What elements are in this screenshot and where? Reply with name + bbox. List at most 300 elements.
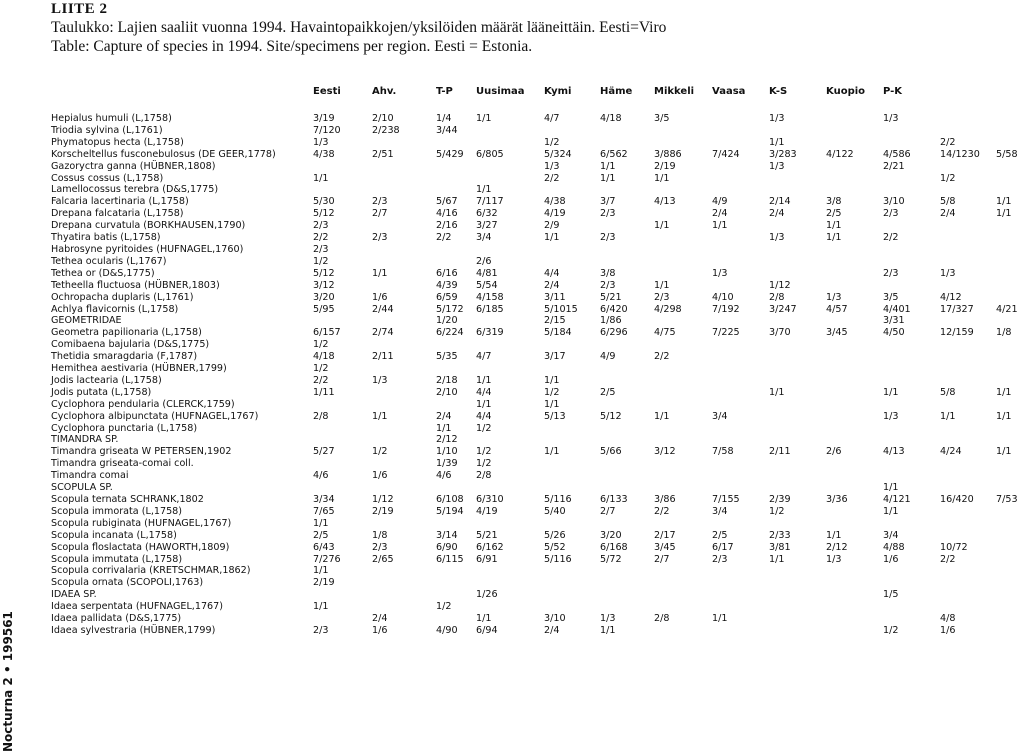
appendix-label: LIITE 2	[51, 1, 108, 17]
species-name: Thyatira batis (L,1758)	[51, 232, 161, 244]
count-cell: 2/3	[372, 232, 388, 244]
count-cell: 2/19	[372, 505, 394, 517]
count-cell: 1/2	[313, 363, 329, 375]
count-cell: 7/155	[712, 494, 740, 505]
table-row	[0, 518, 1024, 530]
table-row	[0, 494, 1024, 506]
count-cell: 5/58	[996, 148, 1018, 160]
count-cell: 2/19	[654, 160, 676, 172]
count-cell: 4/6	[436, 470, 452, 482]
count-cell: 5/194	[436, 505, 464, 517]
count-cell: 5/35	[436, 351, 458, 363]
table-row	[0, 506, 1024, 518]
species-name: Scopula immorata (L,1758)	[51, 505, 183, 517]
count-cell: 6/90	[436, 541, 458, 553]
species-name: Hemithea aestivaria (HÜBNER,1799)	[51, 363, 227, 375]
count-cell: 2/3	[600, 279, 616, 291]
page-header	[51, 0, 666, 56]
count-cell: 1/1	[712, 613, 728, 625]
count-cell: 1/2	[476, 422, 492, 434]
count-cell: 3/7	[600, 196, 616, 208]
table-row	[0, 208, 1024, 220]
species-name: Cossus cossus (L,1758)	[51, 172, 164, 184]
count-cell: 6/115	[436, 553, 464, 565]
count-cell: 5/12	[313, 208, 335, 220]
column-header: Kymi	[544, 86, 572, 97]
table-row	[0, 125, 1024, 137]
count-cell: 6/168	[600, 541, 628, 553]
count-cell: 4/19	[476, 505, 498, 517]
count-cell: 1/1	[313, 517, 329, 529]
count-cell: 6/224	[436, 327, 464, 339]
species-name: Scopula rubiginata (HUFNAGEL,1767)	[51, 517, 232, 529]
count-cell: 1/20	[436, 315, 458, 327]
count-cell: 5/95	[313, 303, 335, 315]
species-name: Drepana curvatula (BORKHAUSEN,1790)	[51, 220, 246, 232]
count-cell: 3/70	[769, 327, 791, 339]
species-name: Thetidia smaragdaria (F,1787)	[51, 351, 198, 363]
count-cell: 3/14	[436, 529, 458, 541]
count-cell: 2/3	[883, 208, 899, 220]
table-row	[0, 304, 1024, 316]
count-cell: 2/3	[654, 291, 670, 303]
count-cell: 4/13	[654, 196, 676, 208]
count-cell: 1/1	[544, 232, 560, 244]
count-cell: 2/2	[883, 232, 899, 244]
count-cell: 5/12	[600, 410, 622, 422]
count-cell: 1/1	[769, 553, 785, 565]
count-cell: 5/8	[940, 386, 956, 398]
count-cell: 2/12	[436, 434, 458, 446]
count-cell: 1/86	[600, 315, 622, 327]
count-cell: 2/19	[313, 577, 335, 589]
count-cell: 5/26	[544, 529, 566, 541]
count-cell: 2/39	[769, 494, 791, 505]
count-cell: 1/5	[883, 589, 899, 601]
count-cell: 6/94	[476, 624, 498, 636]
count-cell: 1/1	[654, 279, 670, 291]
count-cell: 4/4	[544, 267, 560, 279]
count-cell: 7/225	[712, 327, 740, 339]
count-cell: 1/2	[476, 458, 492, 470]
species-name: Cyclophora punctaria (L,1758)	[51, 422, 198, 434]
species-name: Jodis putata (L,1758)	[51, 386, 152, 398]
count-cell: 16/420	[940, 494, 974, 505]
count-cell: 4/122	[826, 148, 854, 160]
count-cell: 3/31	[883, 315, 905, 327]
count-cell: 2/16	[436, 220, 458, 232]
count-cell: 1/1	[996, 208, 1012, 220]
count-cell: 2/44	[372, 303, 394, 315]
count-cell: 2/8	[654, 613, 670, 625]
count-cell: 4/7	[544, 113, 560, 124]
count-cell: 6/310	[476, 494, 504, 505]
count-cell: 5/324	[544, 148, 572, 160]
count-cell: 4/7	[476, 351, 492, 363]
journal-name: Nocturna 2 • 1995	[1, 627, 15, 752]
count-cell: 4/12	[940, 291, 962, 303]
species-name: Hepialus humuli (L,1758)	[51, 113, 172, 124]
count-cell: 1/1	[476, 613, 492, 625]
column-header: P-K	[883, 86, 903, 97]
count-cell: 3/247	[769, 303, 797, 315]
species-name: Geometra papilionaria (L,1758)	[51, 327, 202, 339]
count-cell: 2/18	[436, 374, 458, 386]
species-name: Habrosyne pyritoides (HUFNAGEL,1760)	[51, 243, 244, 255]
count-cell: 6/133	[600, 494, 628, 505]
count-cell: 5/21	[476, 529, 498, 541]
table-row	[0, 244, 1024, 256]
species-table	[0, 113, 1024, 637]
count-cell: 3/86	[654, 494, 676, 505]
count-cell: 4/18	[600, 113, 622, 124]
count-cell: 2/4	[544, 624, 560, 636]
species-name: Lamellocossus terebra (D&S,1775)	[51, 184, 219, 196]
count-cell: 1/1	[600, 172, 616, 184]
count-cell: 1/1	[883, 482, 899, 494]
count-cell: 3/11	[544, 291, 566, 303]
column-header: Uusimaa	[476, 86, 525, 97]
count-cell: 5/30	[313, 196, 335, 208]
count-cell: 2/65	[372, 553, 394, 565]
species-name: Timandra griseata-comai coll.	[51, 458, 194, 470]
count-cell: 6/16	[436, 267, 458, 279]
species-name: SCOPULA SP.	[51, 482, 113, 494]
count-cell: 1/6	[883, 553, 899, 565]
count-cell: 6/162	[476, 541, 504, 553]
species-name: Falcaria lacertinaria (L,1758)	[51, 196, 189, 208]
count-cell: 5/184	[544, 327, 572, 339]
table-row	[0, 173, 1024, 185]
count-cell: 6/32	[476, 208, 498, 220]
count-cell: 4/4	[476, 410, 492, 422]
count-cell: 4/90	[436, 624, 458, 636]
table-row	[0, 339, 1024, 351]
count-cell: 1/1	[544, 446, 560, 458]
count-cell: 1/2	[313, 255, 329, 267]
table-row	[0, 375, 1024, 387]
count-cell: 2/2	[313, 374, 329, 386]
count-cell: 1/3	[544, 160, 560, 172]
species-name: TIMANDRA SP.	[51, 434, 119, 446]
count-cell: 1/1	[372, 410, 388, 422]
count-cell: 3/36	[826, 494, 848, 505]
count-cell: 7/276	[313, 553, 341, 565]
table-row	[0, 482, 1024, 494]
count-cell: 1/1	[654, 410, 670, 422]
count-cell: 1/11	[313, 386, 335, 398]
species-name: Tethea ocularis (L,1767)	[51, 255, 167, 267]
column-header: Eesti	[313, 86, 341, 97]
count-cell: 2/3	[712, 553, 728, 565]
count-cell: 1/1	[883, 386, 899, 398]
count-cell: 1/2	[476, 446, 492, 458]
table-row	[0, 149, 1024, 161]
count-cell: 2/3	[313, 220, 329, 232]
species-name: Scopula incanata (L,1758)	[51, 529, 177, 541]
count-cell: 1/2	[436, 601, 452, 613]
count-cell: 2/51	[372, 148, 394, 160]
count-cell: 3/10	[883, 196, 905, 208]
species-name: Tetheella fluctuosa (HÜBNER,1803)	[51, 279, 220, 291]
count-cell: 2/15	[544, 315, 566, 327]
count-cell: 1/1	[996, 410, 1012, 422]
count-cell: 5/13	[544, 410, 566, 422]
species-name: Phymatopus hecta (L,1758)	[51, 136, 184, 148]
count-cell: 4/10	[712, 291, 734, 303]
count-cell: 2/12	[826, 541, 848, 553]
count-cell: 1/8	[996, 327, 1012, 339]
count-cell: 1/1	[769, 136, 785, 148]
count-cell: 5/8	[940, 196, 956, 208]
page-number: 61	[1, 611, 15, 628]
count-cell: 4/38	[544, 196, 566, 208]
species-name: Comibaena bajularia (D&S,1775)	[51, 339, 210, 351]
count-cell: 3/283	[769, 148, 797, 160]
count-cell: 6/185	[476, 303, 504, 315]
caption-english: Table: Capture of species in 1994. Site/specimens per region. Eesti = Estonia.	[51, 38, 533, 55]
count-cell: 1/1	[600, 624, 616, 636]
count-cell: 2/4	[769, 208, 785, 220]
count-cell: 7/117	[476, 196, 504, 208]
count-cell: 2/7	[600, 505, 616, 517]
column-header: T-P	[436, 86, 453, 97]
species-name: Triodia sylvina (L,1761)	[51, 124, 163, 136]
species-name: GEOMETRIDAE	[51, 315, 122, 327]
count-cell: 2/8	[476, 470, 492, 482]
count-cell: 3/45	[654, 541, 676, 553]
count-cell: 2/7	[372, 208, 388, 220]
species-name: IDAEA SP.	[51, 589, 97, 601]
count-cell: 3/45	[826, 327, 848, 339]
count-cell: 1/1	[476, 398, 492, 410]
count-cell: 2/21	[883, 160, 905, 172]
count-cell: 1/6	[372, 291, 388, 303]
count-cell: 1/3	[372, 374, 388, 386]
table-row	[0, 280, 1024, 292]
count-cell: 2/2	[940, 136, 956, 148]
species-name: Gazoryctra ganna (HÜBNER,1808)	[51, 160, 216, 172]
table-row	[0, 411, 1024, 423]
count-cell: 4/298	[654, 303, 682, 315]
table-row	[0, 184, 1024, 196]
count-cell: 4/401	[883, 303, 911, 315]
count-cell: 1/1	[476, 113, 492, 124]
count-cell: 12/159	[940, 327, 974, 339]
count-cell: 2/3	[600, 208, 616, 220]
count-cell: 2/17	[654, 529, 676, 541]
count-cell: 5/12	[313, 267, 335, 279]
count-cell: 1/2	[372, 446, 388, 458]
count-cell: 4/38	[313, 148, 335, 160]
count-cell: 4/18	[313, 351, 335, 363]
count-cell: 1/1	[313, 565, 329, 577]
count-cell: 1/1	[313, 172, 329, 184]
table-row	[0, 351, 1024, 363]
column-header: Vaasa	[712, 86, 746, 97]
table-row	[0, 268, 1024, 280]
table-row	[0, 161, 1024, 173]
count-cell: 1/6	[940, 624, 956, 636]
count-cell: 3/34	[313, 494, 335, 505]
count-cell: 2/5	[826, 208, 842, 220]
count-cell: 1/12	[372, 494, 394, 505]
count-cell: 2/9	[544, 220, 560, 232]
count-cell: 6/108	[436, 494, 464, 505]
count-cell: 3/886	[654, 148, 682, 160]
count-cell: 1/3	[769, 232, 785, 244]
count-cell: 5/27	[313, 446, 335, 458]
count-cell: 2/6	[826, 446, 842, 458]
count-cell: 14/1230	[940, 148, 980, 160]
table-row	[0, 113, 1024, 125]
count-cell: 5/116	[544, 494, 572, 505]
count-cell: 1/1	[883, 505, 899, 517]
count-cell: 3/20	[313, 291, 335, 303]
count-cell: 3/20	[600, 529, 622, 541]
count-cell: 3/4	[476, 232, 492, 244]
count-cell: 17/327	[940, 303, 974, 315]
count-cell: 3/19	[313, 113, 335, 124]
count-cell: 2/8	[769, 291, 785, 303]
count-cell: 3/12	[654, 446, 676, 458]
count-cell: 2/2	[654, 505, 670, 517]
species-name: Korscheltellus fusconebulosus (DE GEER,1778)	[51, 148, 276, 160]
table-row	[0, 601, 1024, 613]
species-name: Timandra griseata W PETERSEN,1902	[51, 446, 232, 458]
count-cell: 4/13	[883, 446, 905, 458]
table-row	[0, 232, 1024, 244]
count-cell: 2/2	[544, 172, 560, 184]
count-cell: 3/5	[883, 291, 899, 303]
species-name: Idaea pallidata (D&S,1775)	[51, 613, 182, 625]
count-cell: 5/21	[600, 291, 622, 303]
count-cell: 4/50	[883, 327, 905, 339]
count-cell: 2/3	[600, 232, 616, 244]
count-cell: 1/3	[769, 160, 785, 172]
table-row	[0, 530, 1024, 542]
count-cell: 3/4	[883, 529, 899, 541]
count-cell: 1/1	[940, 410, 956, 422]
count-cell: 3/17	[544, 351, 566, 363]
count-cell: 2/4	[372, 613, 388, 625]
count-cell: 5/52	[544, 541, 566, 553]
count-cell: 5/72	[600, 553, 622, 565]
count-cell: 1/1	[769, 386, 785, 398]
count-cell: 1/1	[826, 220, 842, 232]
count-cell: 1/3	[712, 267, 728, 279]
count-cell: 1/1	[996, 196, 1012, 208]
count-cell: 1/3	[883, 113, 899, 124]
count-cell: 1/6	[372, 470, 388, 482]
count-cell: 2/2	[436, 232, 452, 244]
count-cell: 2/4	[712, 208, 728, 220]
count-cell: 2/14	[769, 196, 791, 208]
species-name: Scopula ornata (SCOPOLI,1763)	[51, 577, 204, 589]
count-cell: 1/1	[600, 160, 616, 172]
count-cell: 1/1	[654, 172, 670, 184]
count-cell: 6/319	[476, 327, 504, 339]
count-cell: 3/44	[436, 124, 458, 136]
count-cell: 7/120	[313, 124, 341, 136]
count-cell: 1/3	[940, 267, 956, 279]
count-cell: 5/429	[436, 148, 464, 160]
count-cell: 7/58	[712, 446, 734, 458]
count-cell: 2/4	[436, 410, 452, 422]
caption-finnish: Taulukko: Lajien saaliit vuonna 1994. Havaintopaikkojen/yksilöiden määrät lääneittäin. Eesti=Viro	[51, 19, 667, 36]
count-cell: 5/54	[476, 279, 498, 291]
table-row	[0, 458, 1024, 470]
count-cell: 1/3	[883, 410, 899, 422]
count-cell: 1/2	[544, 386, 560, 398]
count-cell: 3/8	[826, 196, 842, 208]
count-cell: 1/1	[476, 184, 492, 196]
species-name: Jodis lactearia (L,1758)	[51, 374, 162, 386]
species-name: Ochropacha duplaris (L,1761)	[51, 291, 194, 303]
count-cell: 2/3	[883, 267, 899, 279]
table-row	[0, 423, 1024, 435]
count-cell: 1/1	[544, 398, 560, 410]
count-cell: 2/238	[372, 124, 400, 136]
count-cell: 2/11	[372, 351, 394, 363]
count-cell: 5/40	[544, 505, 566, 517]
count-cell: 1/6	[372, 624, 388, 636]
count-cell: 3/81	[769, 541, 791, 553]
table-row	[0, 292, 1024, 304]
count-cell: 1/10	[436, 446, 458, 458]
count-cell: 6/805	[476, 148, 504, 160]
count-cell: 4/9	[600, 351, 616, 363]
table-row	[0, 387, 1024, 399]
count-cell: 2/2	[940, 553, 956, 565]
count-cell: 2/10	[436, 386, 458, 398]
table-row	[0, 196, 1024, 208]
table-row	[0, 565, 1024, 577]
count-cell: 2/10	[372, 113, 394, 124]
count-cell: 1/3	[600, 613, 616, 625]
count-cell: 4/9	[712, 196, 728, 208]
count-cell: 2/7	[654, 553, 670, 565]
count-cell: 1/8	[372, 529, 388, 541]
count-cell: 1/3	[826, 291, 842, 303]
count-cell: 1/2	[544, 136, 560, 148]
count-cell: 2/6	[476, 255, 492, 267]
count-cell: 1/1	[826, 232, 842, 244]
table-row	[0, 542, 1024, 554]
count-cell: 1/39	[436, 458, 458, 470]
count-cell: 4/57	[826, 303, 848, 315]
count-cell: 5/67	[436, 196, 458, 208]
count-cell: 2/4	[940, 208, 956, 220]
count-cell: 1/3	[826, 553, 842, 565]
count-cell: 2/5	[313, 529, 329, 541]
count-cell: 3/12	[313, 279, 335, 291]
column-header: Mikkeli	[654, 86, 695, 97]
table-row	[0, 589, 1024, 601]
table-row	[0, 577, 1024, 589]
count-cell: 1/1	[996, 446, 1012, 458]
count-cell: 4/121	[883, 494, 911, 505]
species-name: Drepana falcataria (L,1758)	[51, 208, 184, 220]
count-cell: 1/1	[712, 220, 728, 232]
journal-sidebar	[1, 611, 15, 752]
species-name: Cyclophora pendularia (CLERCK,1759)	[51, 398, 235, 410]
count-cell: 5/1015	[544, 303, 578, 315]
count-cell: 2/5	[712, 529, 728, 541]
count-cell: 5/66	[600, 446, 622, 458]
count-cell: 2/3	[313, 243, 329, 255]
table-row	[0, 446, 1024, 458]
